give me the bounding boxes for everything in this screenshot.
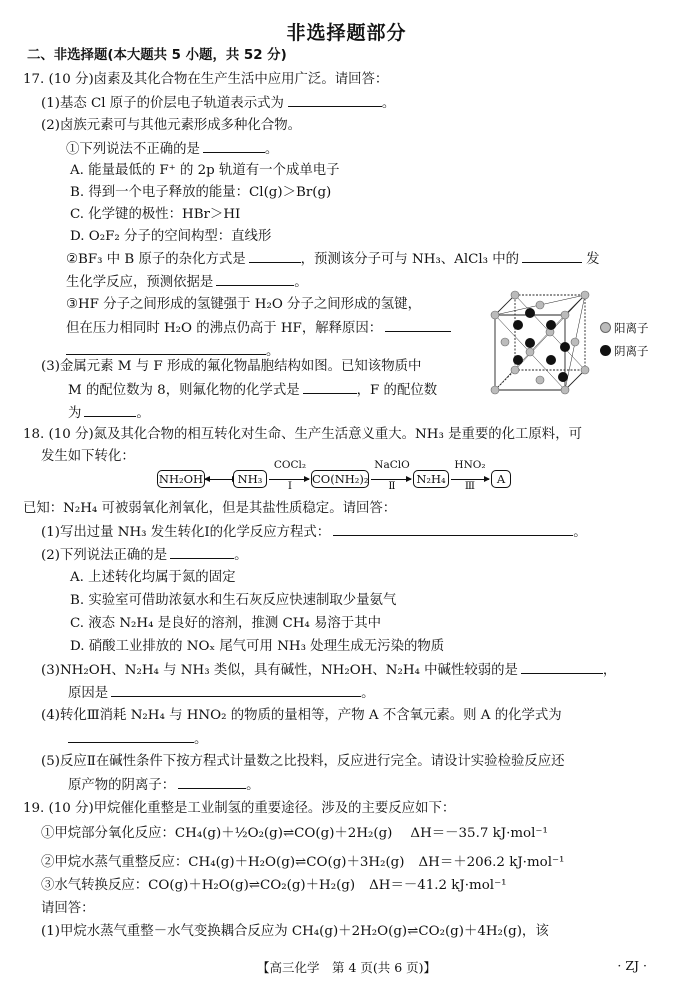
q17-part2: (2)卤族元素可与其他元素形成多种化合物。 xyxy=(41,118,301,133)
flow-urea: CO(NH₂)₂ xyxy=(312,472,369,486)
q19-reaction-3: ③水气转换反应：CO(g)＋H₂O(g)⇌CO₂(g)＋H₂(g) ΔH＝－41.2 kJ·mol⁻¹ xyxy=(41,878,507,893)
q17-part3: (3)金属元素 M 与 F 形成的氟化物晶胞结构如图。已知该物质中 xyxy=(41,359,422,374)
flow-n2h4: N₂H₄ xyxy=(413,470,449,488)
q18-part4-answer: 。 xyxy=(68,729,207,750)
q17-part3-cont: M 的配位数为 8，则氟化物的化学式是 ，F 的配位数 xyxy=(68,380,437,401)
crystal-cell-figure xyxy=(485,285,600,400)
q18-part4: (4)转化Ⅲ消耗 N₂H₄ 与 HNO₂ 的物质的量相等，产物 A 不含氧元素。则 A 的化学式为 xyxy=(41,708,562,723)
q19-reaction-2: ②甲烷水蒸气重整反应：CH₄(g)＋H₂O(g)⇌CO(g)＋3H₂(g) ΔH＝＋206.2 kJ·mol⁻¹ xyxy=(41,855,565,870)
q18-part5-cont: 原产物的阴离子： 。 xyxy=(68,775,260,796)
flow-r2-reagent: NaClO xyxy=(374,459,410,471)
q17-stem: 17. (10 分)卤素及其化合物在生产生活中应用广泛。请回答： xyxy=(23,72,389,87)
flow-nh3: NH₃ xyxy=(233,470,267,488)
flow-a: A xyxy=(491,470,511,488)
q17-option-d: D. O₂F₂ 分子的空间构型：直线形 xyxy=(70,229,272,244)
q17-part2-3-cont: 但在压力相同时 H₂O 的沸点仍高于 HF，解释原因： xyxy=(66,318,451,339)
q18-part1: (1)写出过量 NH₃ 发生转化Ⅰ的化学反应方程式： 。 xyxy=(41,522,587,543)
q19-stem: 19. (10 分)甲烷催化重整是工业制氢的重要途径。涉及的主要反应如下： xyxy=(23,801,456,816)
cation-swatch-icon xyxy=(600,322,611,333)
q17-option-b: B. 得到一个电子释放的能量：Cl(g)＞Br(g) xyxy=(70,185,332,200)
q17-part3-end: 为 。 xyxy=(68,403,150,424)
page-title: 非选择题部分 xyxy=(286,22,407,44)
q18-stem-cont: 发生如下转化： xyxy=(41,449,135,464)
q17-part2-2: ②BF₃ 中 B 原子的杂化方式是 ，预测该分子可与 NH₃、AlCl₃ 中的 发 xyxy=(66,249,599,270)
q18-part3-cont: 原因是 。 xyxy=(68,683,375,704)
q18-option-a: A. 上述转化均属于氮的固定 xyxy=(70,570,236,585)
q19-reaction-1: ①甲烷部分氧化反应：CH₄(g)＋½O₂(g)⇌CO(g)＋2H₂(g) ΔH＝－35.7 kJ·mol⁻¹ xyxy=(41,826,548,841)
section-heading: 二、非选择题(本大题共 5 小题，共 52 分) xyxy=(27,48,287,63)
q18-option-d: D. 硝酸工业排放的 NOₓ 尾气可用 NH₃ 处理生成无污染的物质 xyxy=(70,639,445,654)
flow-r1-label: Ⅰ xyxy=(287,480,293,492)
q18-stem: 18. (10 分)氮及其化合物的相互转化对生命、生产生活意义重大。NH₃ 是重要的化工原料，可 xyxy=(23,427,582,442)
flow-arrow-back xyxy=(205,479,233,480)
page-footer: 【高三化学 第 4 页(共 6 页)】 xyxy=(256,960,437,975)
q18-known: 已知：N₂H₄ 可被弱氧化剂氧化，但是其盐性质稳定。请回答： xyxy=(23,501,397,516)
flow-r3-label: Ⅲ xyxy=(464,480,476,492)
q17-part1: (1)基态 Cl 原子的价层电子轨道表示式为 。 xyxy=(41,93,395,114)
q17-part2-3-answer: 。 xyxy=(66,341,279,362)
q17-option-a: A. 能量最低的 F⁺ 的 2p 轨道有一个成单电子 xyxy=(70,163,340,178)
q18-part5: (5)反应Ⅱ在碱性条件下按方程式计量数之比投料，反应进行完全。请设计实验检验反应还 xyxy=(41,754,565,769)
q18-option-c: C. 液态 N₂H₄ 是良好的溶剂，推测 CH₄ 易溶于其中 xyxy=(70,616,381,631)
q17-part2-2-cont: 生化学反应，预测依据是 。 xyxy=(66,272,308,293)
flow-nh2oh: NH₂OH xyxy=(158,472,204,486)
footer-code: · ZJ · xyxy=(617,958,647,973)
legend-anion: 阴离子 xyxy=(600,343,649,359)
q17-part2-3: ③HF 分子之间形成的氢键强于 H₂O 分子之间形成的氢键， xyxy=(66,297,421,312)
q19-ask: 请回答： xyxy=(41,901,95,916)
flow-r1-reagent: COCl₂ xyxy=(273,459,307,471)
q17-option-c: C. 化学键的极性：HBr＞HI xyxy=(70,207,241,222)
q18-option-b: B. 实验室可借助浓氨水和生石灰反应快速制取少量氨气 xyxy=(70,593,397,608)
flow-r2-label: Ⅱ xyxy=(388,480,396,492)
q18-part2: (2)下列说法正确的是 。 xyxy=(41,545,247,566)
flow-r3-reagent: HNO₂ xyxy=(454,459,486,471)
q19-part1: (1)甲烷水蒸气重整－水气变换耦合反应为 CH₄(g)＋2H₂O(g)⇌CO₂(g)＋4H₂(g)，该 xyxy=(41,924,549,939)
anion-swatch-icon xyxy=(600,345,611,356)
q17-part2-1: ①下列说法不正确的是 。 xyxy=(66,139,278,160)
q18-part3: (3)NH₂OH、N₂H₄ 与 NH₃ 类似，具有碱性，NH₂OH、N₂H₄ 中碱性较弱的是 ， xyxy=(41,660,616,681)
legend-cation: 阳离子 xyxy=(600,320,649,336)
